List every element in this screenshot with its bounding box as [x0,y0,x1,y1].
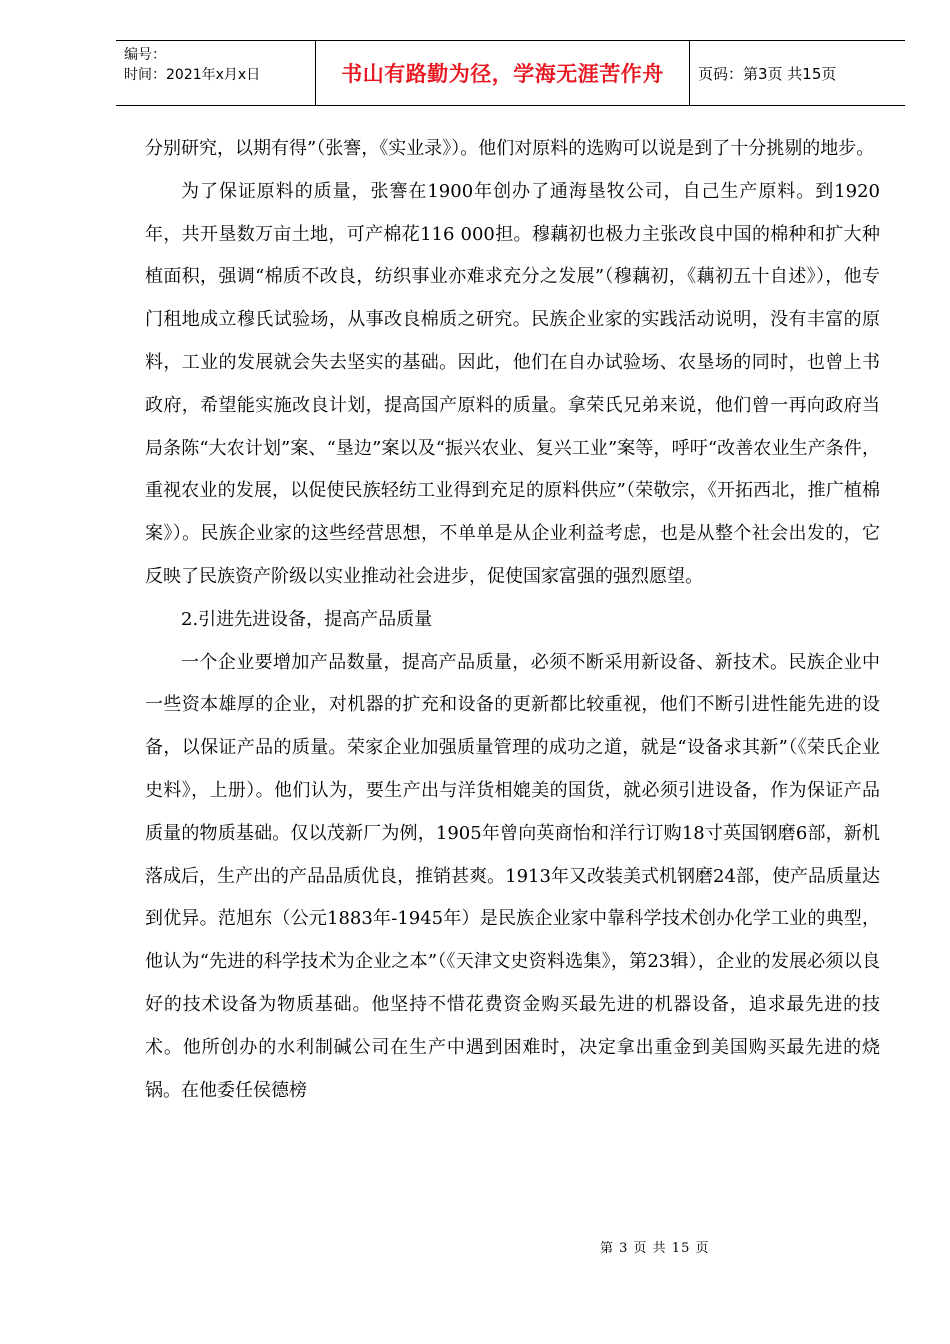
page-footer: 第 3 页 共 15 页 [600,1241,710,1256]
header-motto: 书山有路勤为径，学海无涯苦作舟 [316,41,690,105]
document-body [145,128,880,1112]
paragraph: 分别研究，以期有得”（张謇，《实业录》）。他们对原料的选购可以说是到了十分挑剔的地步。 [145,138,875,159]
header-meta [116,41,316,105]
header-page-info: 页码：第3页 共15页 [698,64,837,83]
serial-label: 编号： [124,47,166,63]
page-header [116,40,905,106]
section-heading: 2.引进先进设备，提高产品质量 [181,608,433,630]
paragraph: 一个企业要增加产品数量，提高产品质量，必须不断采用新设备、新技术。民族企业中一些资本雄厚的企业，对机器的扩充和设备的更新都比较重视，他们不断引进性能先进的设备，以保证产品的质量。荣家企业加强质量管理的成功之道，就是“设备求其新”（《荣氏企业史料》，上册）。他们认为，要生产出与洋货相媲美的国货，就必须引进设备，作为保证产品质量的物质基础。仅以茂新厂为例，1905年曾向英商怡和洋行订购18寸英国钢磨6部，新机落成后，生产出的产品品质优良，推销甚爽。1913年又改装美式机钢磨24部，使产品质量达到优异。范旭东（公元1883年-1945年）是民族企业家中靠科学技术创办化学工业的典型，他认为“先进的科学技术为企业之本”（《天津文史资料选集》，第23辑），企业的发展必须以良好的技术设备为物质基础。他坚持不惜花费资金购买最先进的机器设备，追求最先进的技术。他所创办的水利制碱公司在生产中遇到困难时，决定拿出重金到美国购买最先进的烧锅。在他委任侯德榜 [145,651,880,1101]
paragraph: 为了保证原料的质量，张謇在1900年创办了通海垦牧公司，自己生产原料。到1920年，共开垦数万亩土地，可产棉花116 000担。穆藕初也极力主张改良中国的棉种和扩大种植面积，强调“棉质不改良，纺织事业亦难求充分之发展”（穆藕初，《藕初五十自述》），他专门租地成立穆氏试验场，从事改良棉质之研究。民族企业家的实践活动说明，没有丰富的原料，工业的发展就会失去坚实的基础。因此，他们在自办试验场、农垦场的同时，也曾上书政府，希望能实施改良计划，提高国产原料的质量。拿荣氏兄弟来说，他们曾一再向政府当局条陈“大农计划”案、“垦边”案以及“振兴农业、复兴工业”案等，呼吁“改善农业生产条件，重视农业的发展，以促使民族轻纺工业得到充足的原料供应”（荣敬宗，《开拓西北，推广植棉案》）。民族企业家的这些经营思想，不单单是从企业利益考虑，也是从整个社会出发的，它反映了民族资产阶级以实业推动社会进步，促使国家富强的强烈愿望。 [145,180,880,587]
time-label: 时间：2021年x月x日 [124,67,261,83]
